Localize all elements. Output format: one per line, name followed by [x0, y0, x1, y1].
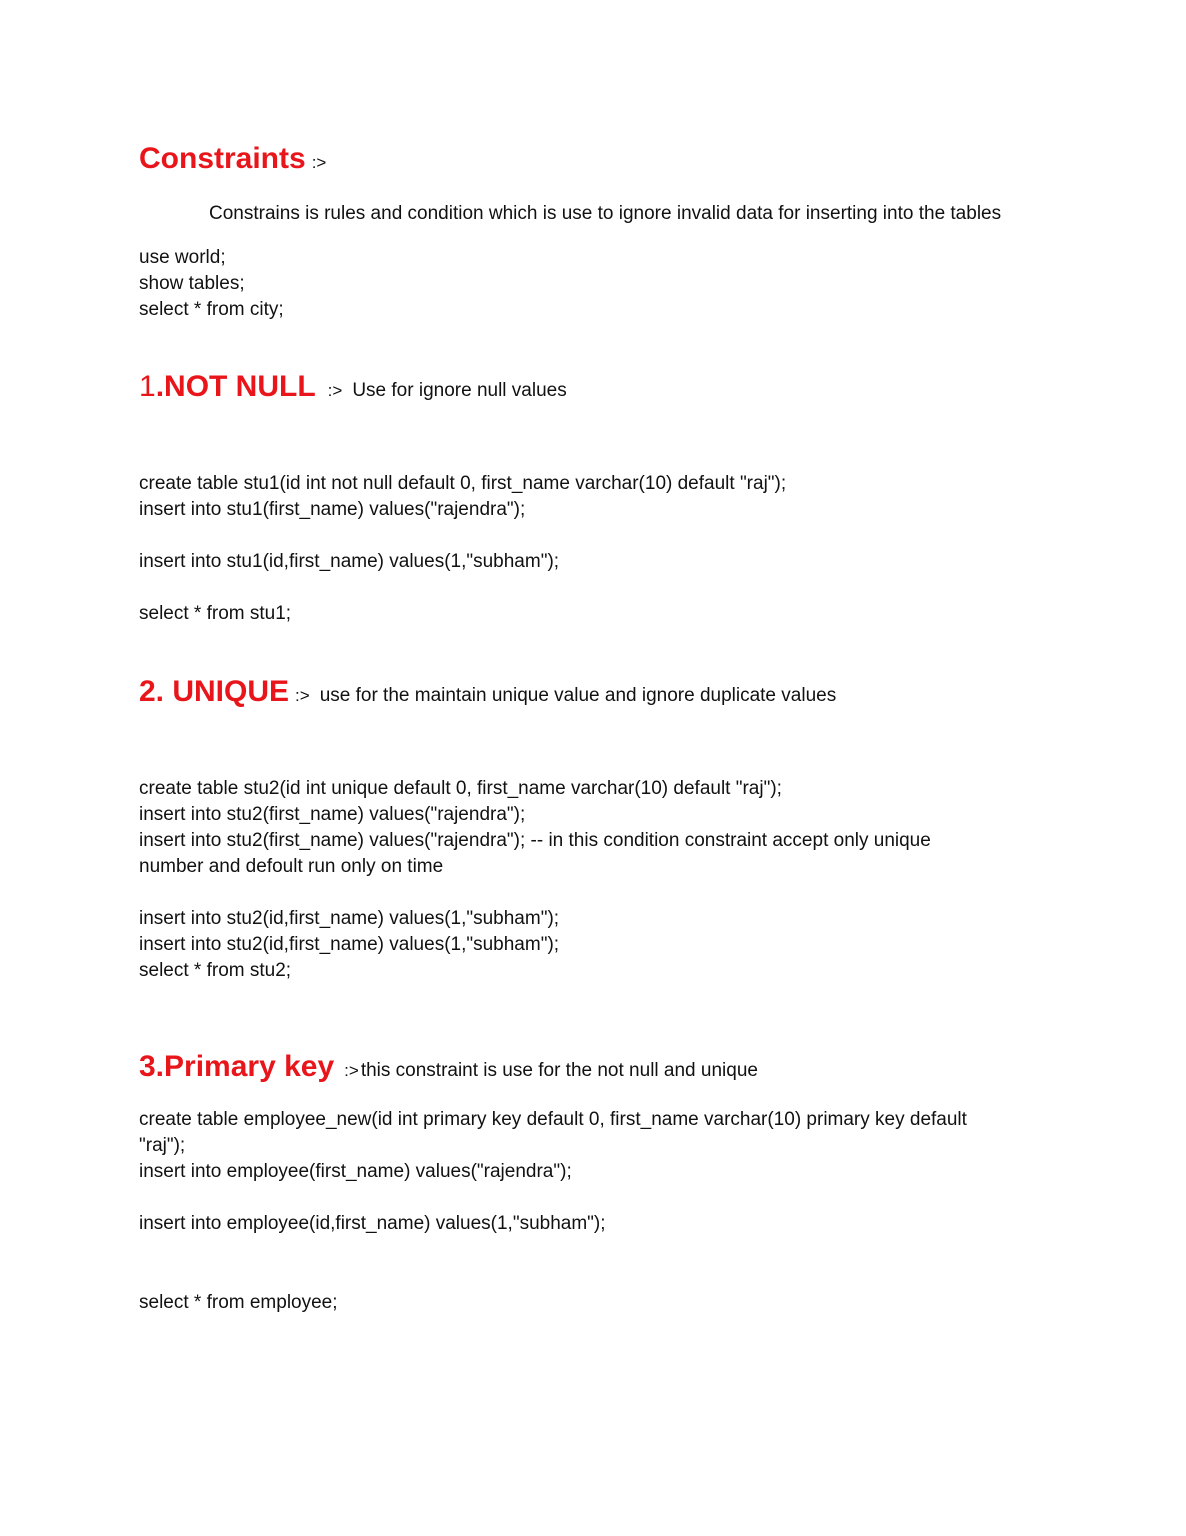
code-line: insert into employee(first_name) values("rajendra"); [139, 1161, 572, 1182]
section-heading-primary-key [139, 1050, 758, 1084]
code-line: select * from city; [139, 299, 284, 320]
code-line: insert into stu2(first_name) values("rajendra"); [139, 804, 526, 825]
section-heading-unique [139, 675, 836, 709]
code-line: create table stu1(id int not null default 0, first_name varchar(10) default "raj"); [139, 473, 787, 494]
heading-separator: :> [311, 153, 327, 172]
code-line: select * from stu2; [139, 960, 292, 981]
code-line: use world; [139, 247, 226, 268]
heading-title: 3.Primary key [139, 1050, 335, 1083]
heading-title: .NOT NULL [155, 370, 316, 403]
heading-description: use for the maintain unique value and ignore duplicate values [319, 685, 837, 706]
section-heading-not-null [139, 370, 567, 404]
code-line: insert into stu1(id,first_name) values(1,"subham"); [139, 551, 560, 572]
heading-separator: :> [295, 686, 310, 705]
code-line: select * from employee; [139, 1292, 338, 1313]
code-line: insert into employee(id,first_name) values(1,"subham"); [139, 1213, 606, 1234]
code-line: create table employee_new(id int primary key default 0, first_name varchar(10) primary key default [139, 1109, 967, 1130]
code-line: show tables; [139, 273, 245, 294]
code-line: insert into stu2(id,first_name) values(1,"subham"); [139, 934, 560, 955]
heading-description: this constraint is use for the not null and unique [360, 1060, 758, 1081]
heading-title: 2. UNIQUE [139, 675, 290, 708]
code-line: create table stu2(id int unique default 0, first_name varchar(10) default "raj"); [139, 778, 782, 799]
heading-separator: :> [327, 381, 343, 400]
section-heading-constraints [139, 142, 326, 176]
intro-description: Constrains is rules and condition which is use to ignore invalid data for inserting into the tables [209, 203, 1002, 224]
code-line: number and defoult run only on time [139, 856, 444, 877]
code-line: "raj"); [139, 1135, 186, 1156]
heading-separator: :> [344, 1061, 359, 1080]
code-line: insert into stu1(first_name) values("rajendra"); [139, 499, 526, 520]
heading-title: Constraints [139, 142, 306, 175]
code-line: insert into stu2(first_name) values("rajendra"); -- in this condition constraint accept only unique [139, 830, 931, 851]
heading-number: 1 [139, 370, 156, 403]
code-line: select * from stu1; [139, 603, 292, 624]
code-line: insert into stu2(id,first_name) values(1,"subham"); [139, 908, 560, 929]
heading-description: Use for ignore null values [352, 380, 567, 401]
